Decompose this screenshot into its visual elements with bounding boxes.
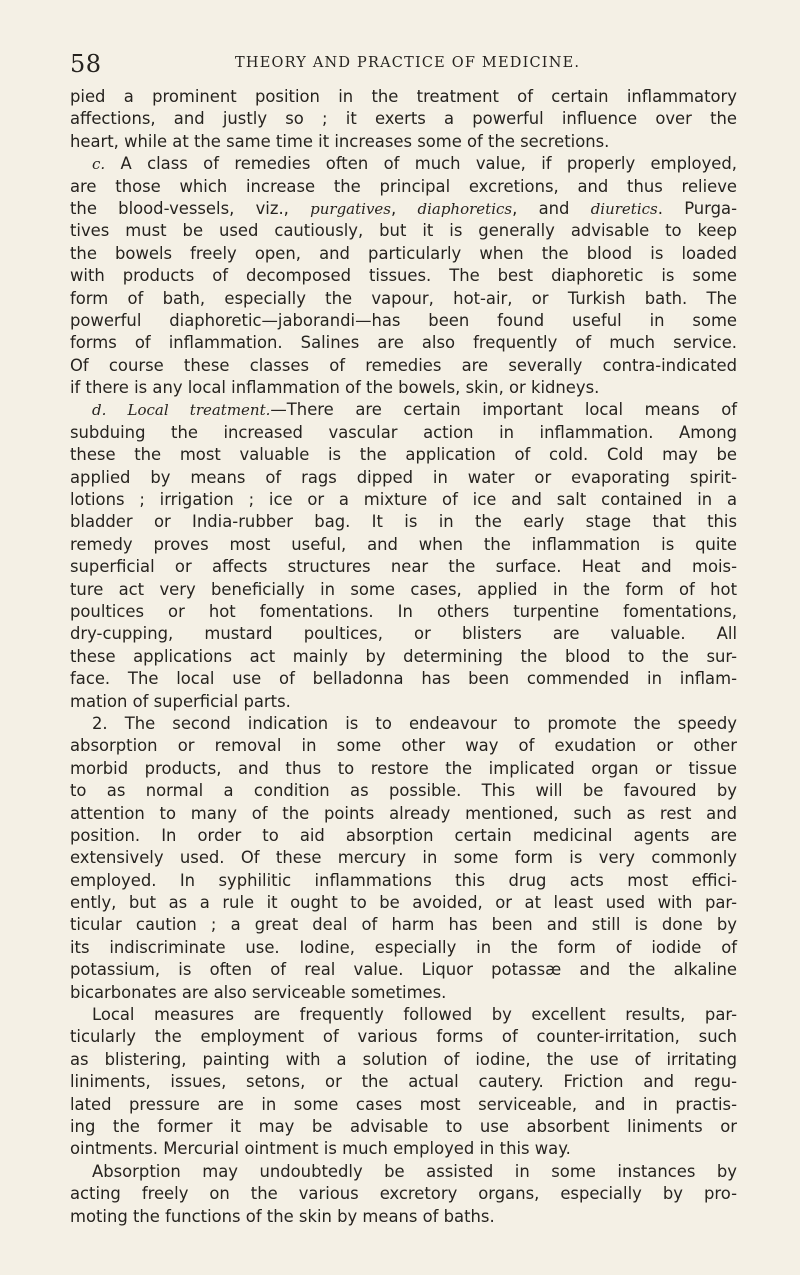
text-line: acting freely on the various excretory organs, especially by pro- (70, 1184, 737, 1204)
text-line: absorption or removal in some other way of exudation or other (70, 736, 737, 756)
text-line: pied a prominent position in the treatment of certain inflammatory (70, 87, 737, 106)
text-line: the bowels freely open, and particularly when the blood is loaded (70, 243, 737, 263)
text-line: applied by means of rags dipped in water or evaporating spirit- (70, 467, 737, 487)
text-line: ticularly the employment of various forms of counter-irritation, such (70, 1027, 737, 1047)
text-line: as blistering, painting with a solution of iodine, the use of irritating (70, 1049, 737, 1069)
text-line: poultices or hot fomentations. In others turpentine fomentations, (70, 601, 737, 621)
text-line: remedy proves most useful, and when the inflammation is quite (70, 534, 737, 554)
text-line: forms of inflammation. Salines are also frequently of much service. (70, 333, 737, 353)
line-text: A class of remedies often of much value, if properly employed, (105, 154, 737, 174)
text-line: lated pressure are in some cases most serviceable, and in practis- (70, 1094, 737, 1114)
text-line: attention to many of the points already mentioned, such as rest and (70, 803, 737, 823)
text-line: lotions ; irrigation ; ice or a mixture of ice and salt contained in a (70, 490, 737, 510)
text-line: ently, but as a rule it ought to be avoided, or at least used with par- (70, 893, 737, 913)
term-diaphoretics: diaphoretics (417, 199, 513, 218)
text-line: bladder or India-rubber bag. It is in the early stage that this (70, 512, 737, 532)
text-line: tives must be used cautiously, but it is generally advisable to keep (70, 221, 737, 241)
text-line (70, 198, 737, 220)
line-text: —There are certain important local means of (270, 400, 737, 420)
text-line: ointments. Mercurial ointment is much employed in this way. (70, 1139, 571, 1159)
page-number: 58 (70, 50, 102, 78)
text-line: Local measures are frequently followed by excellent results, par- (92, 1005, 737, 1025)
text-line: Of course these classes of remedies are severally contra-indicated (70, 355, 737, 375)
term-diuretics: diuretics (590, 199, 658, 218)
text-line: if there is any local inflammation of the bowels, skin, or kidneys. (70, 378, 600, 398)
text-line: extensively used. Of these mercury in some form is very commonly (70, 848, 737, 868)
text-line: position. In order to aid absorption certain medicinal agents are (70, 825, 737, 845)
text-line: Absorption may undoubtedly be assisted in some instances by (92, 1161, 737, 1181)
text-line: morbid products, and thus to restore the implicated organ or tissue (70, 758, 737, 778)
body-text (70, 86, 737, 1228)
text-line: heart, while at the same time it increases some of the secretions. (70, 131, 610, 151)
line-text: , (391, 198, 418, 218)
text-line: these applications act mainly by determining the blood to the sur- (70, 646, 737, 666)
text-line: ture act very beneficially in some cases, applied in the form of hot (70, 579, 737, 599)
text-line: employed. In syphilitic inflammations this drug acts most effici- (70, 870, 737, 890)
line-text: the blood-vessels, viz., (70, 198, 311, 218)
text-line (70, 153, 737, 175)
running-title: THEORY AND PRACTICE OF MEDICINE. (235, 55, 581, 71)
text-line: liniments, issues, setons, or the actual cautery. Friction and regu- (70, 1072, 737, 1092)
text-line: face. The local use of belladonna has been commended in inflam- (70, 669, 737, 689)
text-line: bicarbonates are also serviceable sometimes. (70, 982, 447, 1002)
text-line: with products of decomposed tissues. The best diaphoretic is some (70, 266, 737, 286)
text-line: ticular caution ; a great deal of harm has been and still is done by (70, 915, 737, 935)
line-text: , and (512, 198, 591, 218)
text-line: superficial or affects structures near the surface. Heat and mois- (70, 557, 737, 577)
text-line: powerful diaphoretic—jaborandi—has been found useful in some (70, 310, 737, 330)
page-header (70, 50, 740, 80)
term-purgatives: purgatives (310, 199, 391, 218)
line-text: . Purga- (657, 198, 737, 218)
text-line: to as normal a condition as possible. This will be favoured by (70, 781, 737, 801)
text-line: mation of superficial parts. (70, 691, 291, 711)
text-line (70, 399, 737, 421)
section-heading-local-treatment: d. Local treatment. (92, 401, 271, 420)
text-line: subduing the increased vascular action in inflammation. Among (70, 422, 737, 442)
text-line: these the most valuable is the application of cold. Cold may be (70, 445, 737, 465)
text-line: moting the functions of the skin by means of baths. (70, 1206, 495, 1226)
text-line: ing the former it may be advisable to use absorbent liniments or (70, 1116, 737, 1136)
section-marker-c: c. (92, 155, 106, 174)
text-line: dry-cupping, mustard poultices, or blisters are valuable. All (70, 624, 737, 644)
text-line: its indiscriminate use. Iodine, especially in the form of iodide of (70, 937, 737, 957)
text-line: are those which increase the principal excretions, and thus relieve (70, 176, 737, 196)
text-line: form of bath, especially the vapour, hot-air, or Turkish bath. The (70, 288, 737, 308)
text-line: affections, and justly so ; it exerts a powerful influence over the (70, 109, 737, 129)
text-line: potassium, is often of real value. Liquor potassæ and the alkaline (70, 960, 737, 980)
text-line: 2. The second indication is to endeavour to promote the speedy (92, 713, 737, 733)
